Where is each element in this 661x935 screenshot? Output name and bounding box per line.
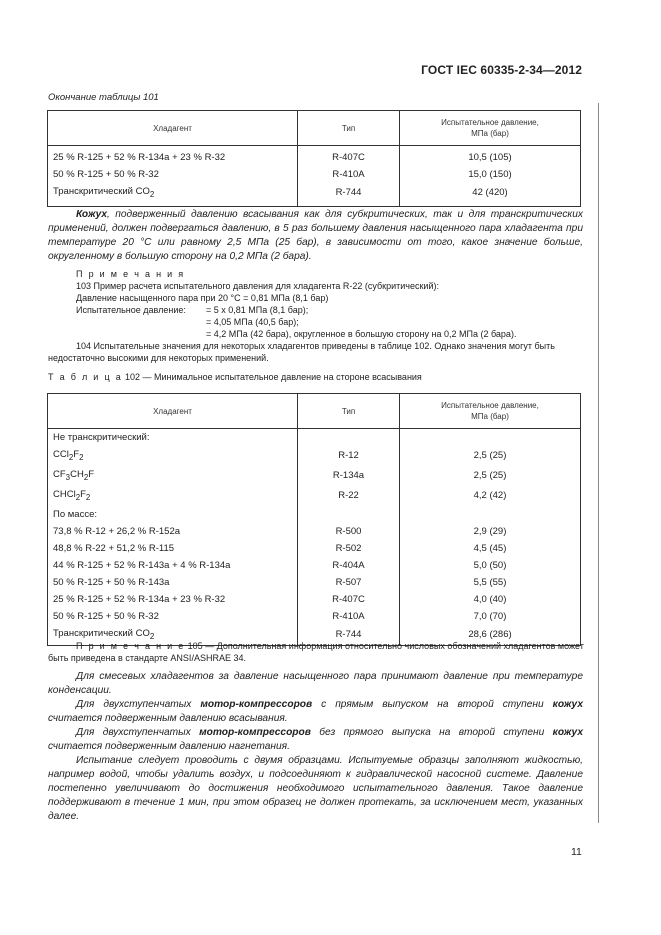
note-test-pressure-line: = 4,2 МПа (42 бара), округленное в большую сторону на 0,2 МПа (2 бара). — [206, 329, 517, 339]
table-header-row — [48, 111, 581, 146]
margin-line — [598, 103, 599, 823]
table-101 — [47, 110, 581, 207]
col-header-type: Тип — [298, 111, 400, 146]
cell-refrigerant: 44 % R-125 + 52 % R-143a + 4 % R-134a — [48, 557, 298, 574]
paragraph-two-stage-direct: Для двухступенчатых мотор-компрессоров с прямым выпуском на второй ступени кожух считается подверженным давлению всасывания. — [48, 699, 584, 724]
note-104: 104 Испытательные значения для некоторых хладагентов приведены в таблице 102. Однако значения могут быть недостаточно высокими для некоторых применений. — [48, 341, 555, 363]
cell-pressure: 4,2 (42) — [400, 486, 581, 506]
cell-refrigerant: 25 % R-125 + 52 % R-134a + 23 % R-32 — [48, 591, 298, 608]
cell-type: R-744 — [298, 183, 400, 206]
table-row — [48, 574, 581, 591]
cell-pressure: 4,5 (45) — [400, 540, 581, 557]
table-101-continuation-caption: Окончание таблицы 101 — [48, 92, 159, 103]
table-row — [48, 557, 581, 574]
cell-pressure: 10,5 (105) — [400, 146, 581, 167]
cell-refrigerant: 48,8 % R-22 + 51,2 % R-115 — [48, 540, 298, 557]
col-header-pressure: Испытательное давление, МПа (бар) — [400, 111, 581, 146]
table-row — [48, 466, 581, 486]
note-saturation-pressure: Давление насыщенного пара при 20 °С = 0,81 МПа (8,1 бар) — [76, 293, 329, 303]
cell-pressure: 28,6 (286) — [400, 625, 581, 645]
paragraph-test-procedure: Испытание следует проводить с двумя образцами. Испытуемые образцы заполняют жидкостью, например водой, чтобы удалить воздух, и подсоединяют к гидравлической насосной системе. Давление постепенно увеличивают до достижения необходимого испытательного давления. Такое давление поддерживают в течение 1 мин, при этом образец не должен протекать, за исключением мест, указанных далее. — [48, 755, 583, 822]
notes-heading: П р и м е ч а н и я — [76, 269, 185, 279]
table-row — [48, 608, 581, 625]
cell-refrigerant: 50 % R-125 + 50 % R-32 — [48, 166, 298, 183]
cell-pressure: 4,0 (40) — [400, 591, 581, 608]
table-group-row — [48, 429, 581, 447]
cell-type: R-502 — [298, 540, 400, 557]
note-test-pressure: Испытательное давление: = 5 x 0,81 МПа (8,1 бар); — [76, 305, 309, 315]
table-row — [48, 146, 581, 167]
table-102 — [47, 393, 581, 646]
cell-pressure: 7,0 (70) — [400, 608, 581, 625]
note-103: 103 Пример расчета испытательного давления для хладагента R-22 (субкритический): — [76, 281, 439, 291]
paragraph-housing: Кожух, подверженный давлению всасывания как для субкритических, так и для транскритических применений, должен подвергаться давлению, в 5 раз большему давления насыщенного пара хладагента при температуре 20 °С или равному 2,5 МПа (25 бар), в зависимости от того, какое значение больше, округленному в большую сторону на 0,2 МПа (2 бара). — [48, 209, 583, 262]
cell-type: R-404A — [298, 557, 400, 574]
cell-type: R-500 — [298, 523, 400, 540]
note-test-pressure-line: = 4,05 МПа (40,5 бар); — [206, 317, 299, 327]
notes-block-1 — [48, 268, 588, 364]
group-label: По массе: — [48, 506, 298, 523]
cell-pressure: 42 (420) — [400, 183, 581, 206]
standard-number: ГОСТ IEC 60335-2-34—2012 — [421, 63, 582, 77]
cell-type: R-407C — [298, 591, 400, 608]
table-row — [48, 486, 581, 506]
cell-pressure: 2,5 (25) — [400, 446, 581, 466]
cell-type: R-407C — [298, 146, 400, 167]
cell-type: R-744 — [298, 625, 400, 645]
cell-refrigerant: $CF_3CH_2F$ — [48, 466, 298, 486]
cell-refrigerant: 73,8 % R-12 + 26,2 % R-152a — [48, 523, 298, 540]
table-row — [48, 446, 581, 466]
cell-pressure: 2,9 (29) — [400, 523, 581, 540]
cell-type: R-410A — [298, 608, 400, 625]
cell-refrigerant: Транскритический $CO_2$ — [48, 625, 298, 645]
cell-pressure: 5,0 (50) — [400, 557, 581, 574]
col-header-pressure: Испытательное давление, МПа (бар) — [400, 394, 581, 429]
cell-pressure: 2,5 (25) — [400, 466, 581, 486]
col-header-type: Тип — [298, 394, 400, 429]
table-102-caption: Т а б л и ц а 102 — Минимальное испытательное давление на стороне всасывания — [48, 372, 422, 382]
cell-pressure: 15,0 (150) — [400, 166, 581, 183]
table-group-row — [48, 506, 581, 523]
paragraph-two-stage-indirect: Для двухступенчатых мотор-компрессоров без прямого выпуска на второй ступени кожух считается подверженным давлению нагнетания. — [48, 727, 584, 752]
table-row — [48, 166, 581, 183]
cell-refrigerant: $CHCl_2F_2$ — [48, 486, 298, 506]
cell-type: R-134a — [298, 466, 400, 486]
table-row — [48, 591, 581, 608]
table-header-row — [48, 394, 581, 429]
group-label: Не транскритический: — [48, 429, 298, 447]
cell-refrigerant: 25 % R-125 + 52 % R-134a + 23 % R-32 — [48, 146, 298, 167]
cell-type: R-12 — [298, 446, 400, 466]
cell-pressure: 5,5 (55) — [400, 574, 581, 591]
cell-type: R-507 — [298, 574, 400, 591]
paragraph-mixtures: Для смесевых хладагентов за давление насыщенного пара принимают давление при температуре конденсации. — [48, 671, 583, 696]
table-row — [48, 540, 581, 557]
note-105: П р и м е ч а н и е 105 — Дополнительная информация относительно числовых обозначений хладагентов может быть приведена в стандарте ANSI/ASHRAE 34. — [48, 641, 584, 663]
cell-refrigerant: 50 % R-125 + 50 % R-32 — [48, 608, 298, 625]
table-row — [48, 523, 581, 540]
cell-refrigerant: 50 % R-125 + 50 % R-143a — [48, 574, 298, 591]
cell-refrigerant: Транскритический $CO_2$ — [48, 183, 298, 206]
table-row — [48, 183, 581, 206]
col-header-refrigerant: Хладагент — [48, 111, 298, 146]
page-number: 11 — [571, 846, 582, 858]
cell-type: R-410A — [298, 166, 400, 183]
cell-type: R-22 — [298, 486, 400, 506]
cell-refrigerant: $CCl_2F_2$ — [48, 446, 298, 466]
col-header-refrigerant: Хладагент — [48, 394, 298, 429]
